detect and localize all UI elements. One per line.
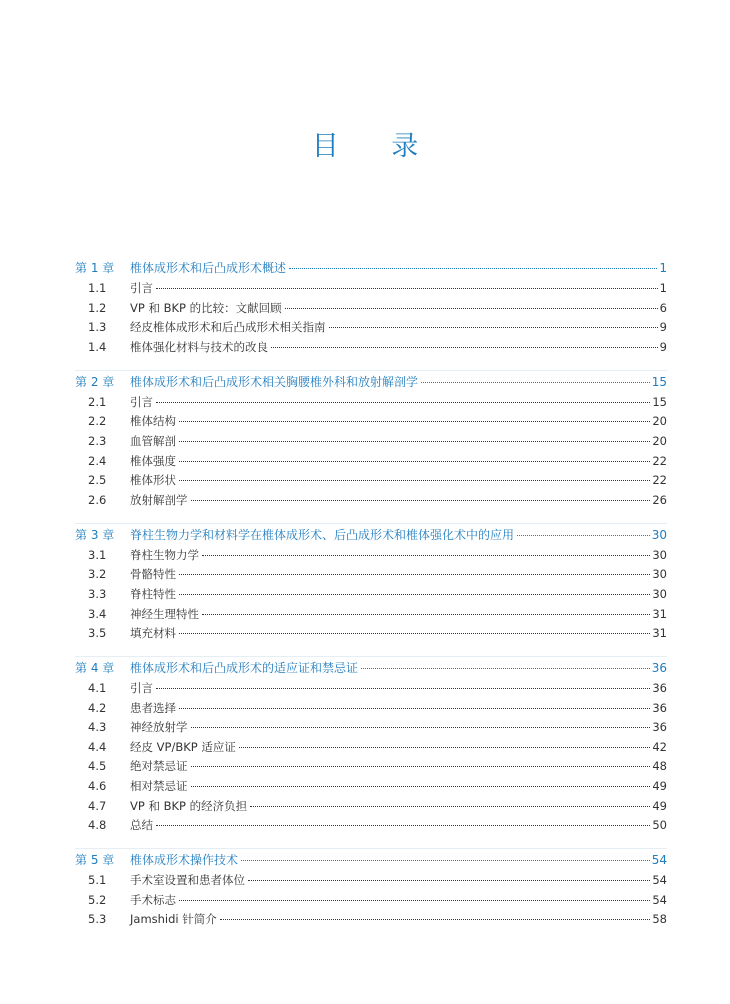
page-number: 26 [652, 492, 667, 507]
page-number: 1 [659, 261, 667, 275]
chapter-block [75, 656, 667, 836]
toc-chapter-entry[interactable] [75, 657, 667, 679]
page-number: 20 [652, 433, 667, 448]
section-title: 脊柱生物力学 [130, 547, 199, 562]
chapter-number: 第 2 章 [75, 374, 115, 389]
chapter-block [75, 257, 667, 357]
page-number: 36 [652, 700, 667, 715]
toc-section-entry[interactable] [75, 318, 667, 338]
toc-section-entry[interactable] [75, 338, 667, 358]
section-title: 骨骼特性 [130, 567, 176, 582]
page-number: 9 [659, 320, 667, 335]
page-number: 22 [652, 453, 667, 468]
section-number: 3.4 [88, 606, 107, 621]
section-title: 绝对禁忌证 [130, 759, 188, 774]
chapter-title: 脊柱生物力学和材料学在椎体成形术、后凸成形术和椎体强化术中的应用 [130, 527, 515, 542]
chapter-title: 椎体成形术和后凸成形术相关胸腰椎外科和放射解剖学 [130, 374, 419, 389]
chapter-title: 椎体成形术和后凸成形术的适应证和禁忌证 [130, 661, 359, 676]
section-number: 4.3 [88, 720, 107, 735]
section-number: 4.6 [88, 779, 107, 794]
leader-dots [156, 288, 658, 289]
chapter-block [75, 523, 667, 644]
toc-section-entry[interactable] [75, 738, 667, 758]
chapter-title: 椎体成形术操作技术 [130, 853, 239, 868]
chapter-block [75, 848, 667, 930]
section-number: 3.5 [88, 626, 107, 641]
section-title: 神经放射学 [130, 720, 188, 735]
toc-section-entry[interactable] [75, 471, 667, 491]
toc-section-entry[interactable] [75, 891, 667, 911]
toc-section-entry[interactable] [75, 777, 667, 797]
section-title: 手术标志 [130, 892, 176, 907]
leader-dots [202, 614, 650, 615]
toc-section-entry[interactable] [75, 491, 667, 511]
table-of-contents [75, 257, 667, 942]
toc-section-entry[interactable] [75, 412, 667, 432]
section-number: 4.5 [88, 759, 107, 774]
chapter-title: 椎体成形术和后凸成形术概述 [130, 261, 287, 275]
page-number: 30 [652, 547, 667, 562]
section-number: 5.1 [88, 873, 107, 888]
section-number: 3.1 [88, 547, 107, 562]
leader-dots [361, 668, 650, 669]
toc-section-entry[interactable] [75, 797, 667, 817]
toc-section-entry[interactable] [75, 624, 667, 644]
leader-dots [179, 421, 650, 422]
toc-section-entry[interactable] [75, 452, 667, 472]
leader-dots [239, 747, 651, 748]
page-number: 20 [652, 414, 667, 429]
leader-dots [179, 574, 650, 575]
section-title: VP 和 BKP 的比较：文献回顾 [130, 300, 282, 315]
section-number: 2.3 [88, 433, 107, 448]
leader-dots [179, 708, 650, 709]
page-number: 36 [651, 661, 667, 676]
section-number: 2.1 [88, 394, 107, 409]
toc-section-entry[interactable] [75, 585, 667, 605]
section-number: 3.2 [88, 567, 107, 582]
chapter-number: 第 4 章 [75, 661, 115, 676]
section-number: 1.2 [88, 300, 107, 315]
leader-dots [329, 327, 658, 328]
toc-section-entry[interactable] [75, 279, 667, 299]
toc-chapter-entry[interactable] [75, 371, 667, 393]
toc-section-entry[interactable] [75, 757, 667, 777]
leader-dots [179, 900, 650, 901]
section-title: 总结 [130, 818, 153, 833]
section-number: 4.8 [88, 818, 107, 833]
leader-dots [156, 688, 650, 689]
section-number: 4.7 [88, 798, 107, 813]
leader-dots [179, 633, 650, 634]
chapter-block [75, 370, 667, 511]
toc-section-entry[interactable] [75, 816, 667, 836]
page-number: 50 [652, 818, 667, 833]
page-number: 15 [651, 374, 667, 389]
section-title: 放射解剖学 [130, 492, 188, 507]
toc-section-entry[interactable] [75, 565, 667, 585]
toc-section-entry[interactable] [75, 718, 667, 738]
section-number: 1.4 [88, 339, 107, 354]
section-title: 引言 [130, 681, 153, 696]
section-number: 2.4 [88, 453, 107, 468]
leader-dots [179, 441, 650, 442]
section-title: 填充材料 [130, 626, 176, 641]
leader-dots [191, 786, 651, 787]
section-title: 引言 [130, 394, 153, 409]
page-number: 9 [659, 339, 667, 354]
page-number: 22 [652, 473, 667, 488]
toc-section-entry[interactable] [75, 910, 667, 930]
section-title: 神经生理特性 [130, 606, 199, 621]
leader-dots [202, 555, 650, 556]
leader-dots [250, 806, 650, 807]
chapter-number: 第 1 章 [75, 261, 115, 275]
section-title: 引言 [130, 281, 153, 295]
leader-dots [179, 480, 650, 481]
page-number: 30 [652, 567, 667, 582]
toc-section-entry[interactable] [75, 699, 667, 719]
section-number: 5.2 [88, 892, 107, 907]
page-number: 54 [652, 892, 667, 907]
page-number: 36 [652, 681, 667, 696]
page-number: 42 [652, 739, 667, 754]
page-number: 49 [652, 798, 667, 813]
section-title: 椎体结构 [130, 414, 176, 429]
toc-section-entry[interactable] [75, 871, 667, 891]
page-number: 31 [652, 626, 667, 641]
section-number: 2.5 [88, 473, 107, 488]
section-number: 1.1 [88, 281, 107, 295]
section-number: 2.2 [88, 414, 107, 429]
page-number: 36 [652, 720, 667, 735]
section-title: 经皮椎体成形术和后凸成形术相关指南 [130, 320, 326, 335]
page-number: 30 [652, 586, 667, 601]
section-title: 椎体强度 [130, 453, 176, 468]
toc-chapter-entry[interactable] [75, 849, 667, 871]
chapter-number: 第 3 章 [75, 527, 115, 542]
toc-section-entry[interactable] [75, 605, 667, 625]
leader-dots [248, 880, 650, 881]
leader-dots [179, 461, 650, 462]
page-number: 58 [652, 912, 667, 927]
section-title: 手术室设置和患者体位 [130, 873, 245, 888]
page-number: 49 [652, 779, 667, 794]
section-title: 相对禁忌证 [130, 779, 188, 794]
page-number: 15 [652, 394, 667, 409]
leader-dots [191, 766, 651, 767]
toc-section-entry[interactable] [75, 679, 667, 699]
leader-dots [517, 535, 650, 536]
leader-dots [156, 402, 650, 403]
page-number: 6 [659, 300, 667, 315]
leader-dots [179, 594, 650, 595]
toc-chapter-entry[interactable] [75, 257, 667, 279]
section-number: 3.3 [88, 586, 107, 601]
section-number: 1.3 [88, 320, 107, 335]
leader-dots [220, 919, 651, 920]
section-title: VP 和 BKP 的经济负担 [130, 798, 248, 813]
chapter-number: 第 5 章 [75, 853, 115, 868]
toc-section-entry[interactable] [75, 432, 667, 452]
section-number: 2.6 [88, 492, 107, 507]
section-number: 4.1 [88, 681, 107, 696]
section-title: 椎体形状 [130, 473, 176, 488]
section-number: 4.4 [88, 739, 107, 754]
leader-dots [191, 500, 651, 501]
section-title: Jamshidi 针简介 [130, 912, 217, 927]
leader-dots [241, 860, 650, 861]
leader-dots [271, 347, 658, 348]
section-number: 5.3 [88, 912, 107, 927]
page-title: 目 录 [311, 131, 441, 162]
page-number: 31 [652, 606, 667, 621]
leader-dots [289, 268, 657, 269]
page-number: 48 [652, 759, 667, 774]
toc-section-entry[interactable] [75, 299, 667, 319]
toc-chapter-entry[interactable] [75, 524, 667, 546]
leader-dots [156, 825, 650, 826]
toc-section-entry[interactable] [75, 546, 667, 566]
page-number: 54 [652, 873, 667, 888]
section-number: 4.2 [88, 700, 107, 715]
toc-section-entry[interactable] [75, 393, 667, 413]
page-number: 1 [659, 281, 667, 295]
leader-dots [285, 308, 658, 309]
page-number: 54 [651, 853, 667, 868]
section-title: 经皮 VP/BKP 适应证 [130, 739, 236, 754]
leader-dots [421, 382, 650, 383]
section-title: 椎体强化材料与技术的改良 [130, 339, 268, 354]
section-title: 脊柱特性 [130, 586, 176, 601]
page-number: 30 [651, 527, 667, 542]
section-title: 患者选择 [130, 700, 176, 715]
leader-dots [191, 727, 651, 728]
section-title: 血管解剖 [130, 433, 176, 448]
